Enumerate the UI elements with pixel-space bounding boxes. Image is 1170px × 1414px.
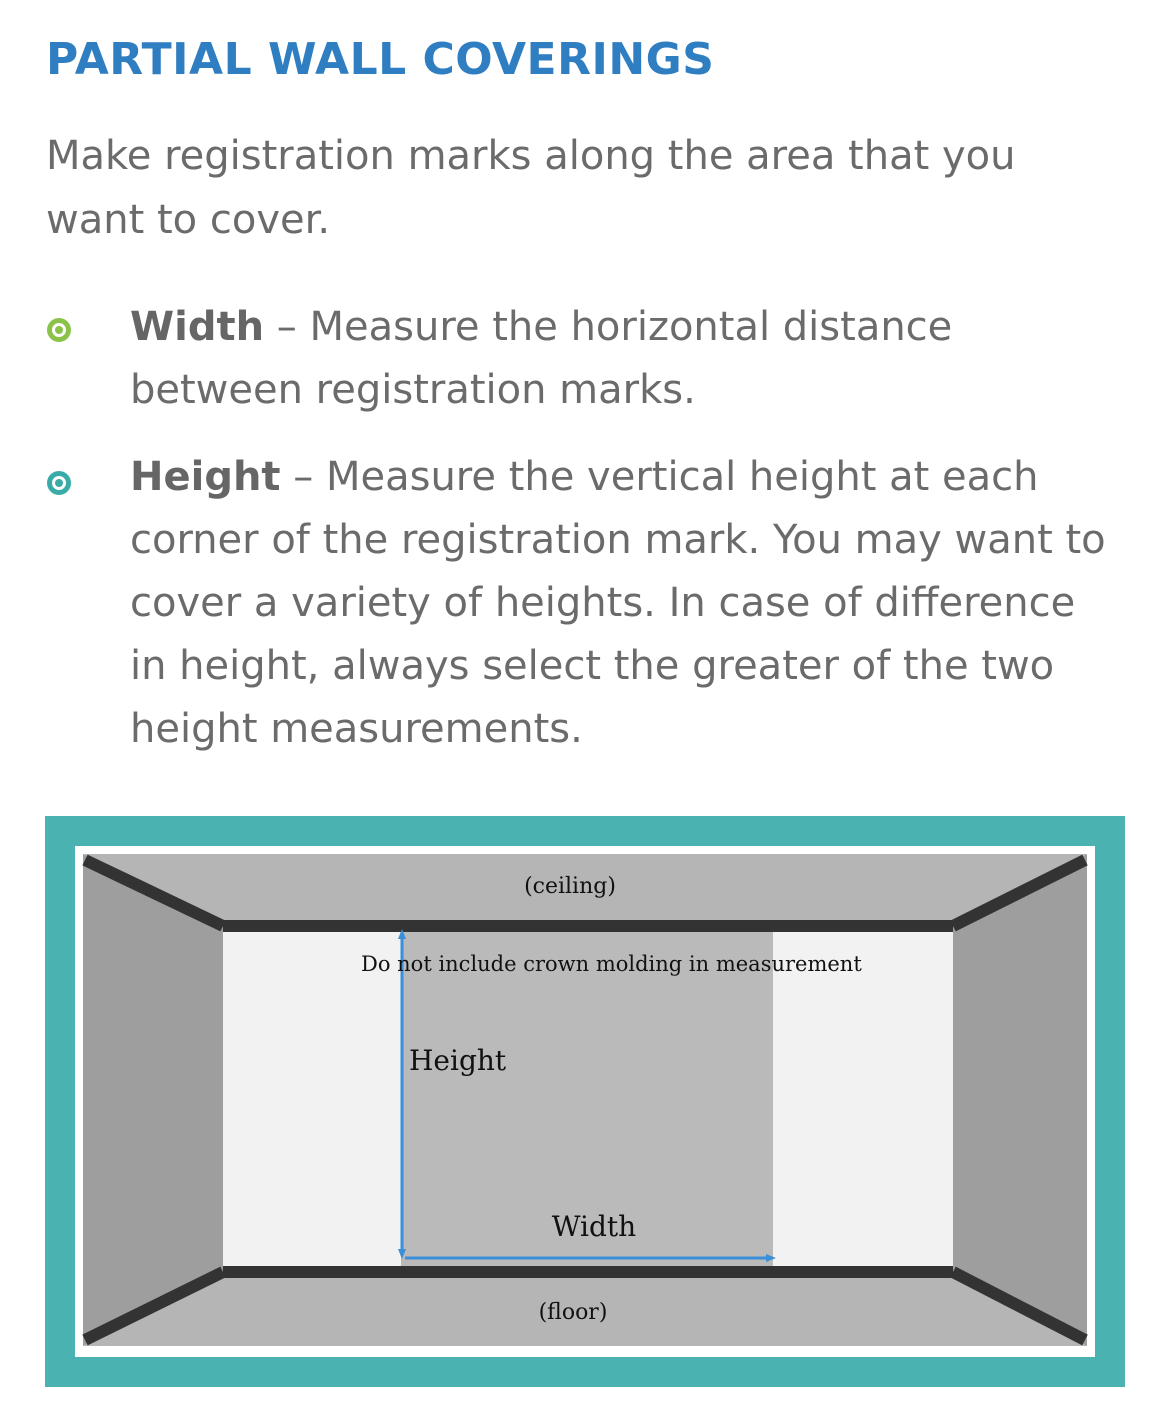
room-diagram-svg [45,816,1125,1387]
bullet-term-height: Height [130,454,281,500]
width-label: Width [551,1210,637,1243]
left-wall [83,854,223,1346]
target-icon [47,318,71,342]
ceiling-label: (ceiling) [524,874,616,899]
right-wall [953,854,1087,1346]
bullet-text-height [130,446,1120,761]
bullet-term-width: Width [130,304,265,350]
bullet-desc-height: – Measure the vertical height at each corner of the registration mark. You may want to cover a variety of heights. In case of difference in height, always select the greater of the two height measurements. [130,454,1106,752]
bullet-text-width [130,296,1120,422]
height-label: Height [409,1044,507,1077]
floor-label: (floor) [538,1300,608,1325]
page-title: PARTIAL WALL COVERINGS [46,34,715,85]
room-diagram [45,816,1125,1387]
bullet-desc-width: – Measure the horizontal distance between registration marks. [130,304,953,413]
target-icon [47,471,71,495]
intro-paragraph: Make registration marks along the area that you want to cover. [46,133,1016,243]
crown-molding-note: Do not include crown molding in measurement [361,952,862,976]
